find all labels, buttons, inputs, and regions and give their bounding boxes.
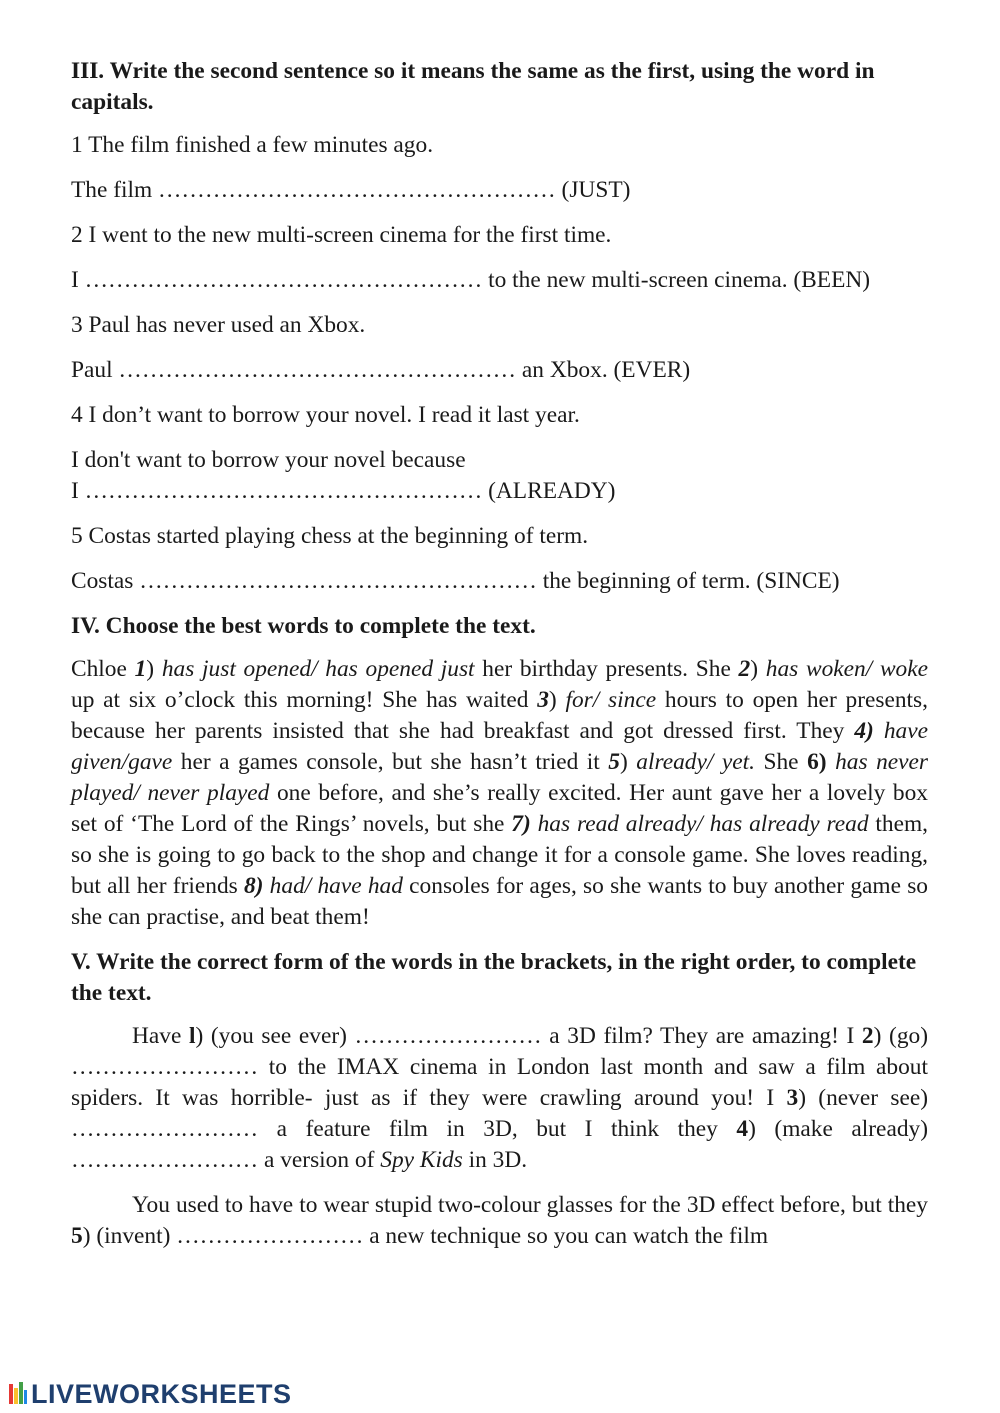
s5-p2-text-run: You used to have to wear stupid two-colour glasses for the 3D effect before, but they bbox=[132, 1192, 928, 1218]
s4-text-run: already/ yet. bbox=[636, 749, 755, 775]
s4-text-run: 6) bbox=[807, 749, 827, 775]
s5-p1-text-run: 3 bbox=[786, 1085, 799, 1111]
s5-p2-text-run: ) (invent) …………………… a new technique so you can watch the film bbox=[82, 1223, 769, 1249]
section-5-heading: V. Write the correct form of the words in the brackets, in the right order, to complete the text. bbox=[71, 949, 917, 1006]
s4-text-run: consoles for ages, so she wants to buy another game so she can practise, and beat them! bbox=[71, 873, 928, 930]
s4-text-run: has woken/ woke bbox=[765, 656, 929, 682]
s5-p1-text-run: ) (you see ever) …………………… a 3D film? They are amazing! I bbox=[195, 1023, 862, 1049]
section-4-heading: IV. Choose the best words to complete the text. bbox=[71, 613, 536, 639]
section-5-paragraph-2 bbox=[71, 1190, 928, 1252]
s3-item-5-prompt: 5 Costas started playing chess at the beginning of term. bbox=[71, 523, 589, 549]
s5-p1-text-run: ) (never see) …………………… a feature film in 3D, but I think they bbox=[71, 1085, 929, 1142]
s3-item-4-answer-line-2: I …………………………………………… (ALREADY) bbox=[71, 478, 616, 504]
s4-text-run: ) bbox=[750, 656, 766, 682]
s5-p1-text-run: 4 bbox=[736, 1116, 749, 1142]
section-5-paragraph-1 bbox=[71, 1021, 928, 1176]
s5-p1-text-run: Spy Kids bbox=[380, 1147, 463, 1173]
s4-text-run: 5 bbox=[608, 749, 620, 775]
s4-text-run: her birthday presents. She bbox=[474, 656, 739, 682]
liveworksheets-logo-icon bbox=[8, 1380, 28, 1408]
s3-item-3-answer: Paul …………………………………………… an Xbox. (EVER) bbox=[71, 357, 691, 383]
s4-text-run: 4) bbox=[854, 718, 874, 744]
s3-item-1-answer: The film …………………………………………… (JUST) bbox=[71, 177, 631, 203]
s3-item-3-prompt: 3 Paul has never used an Xbox. bbox=[71, 312, 366, 338]
s5-p1-text-run: Have bbox=[132, 1023, 189, 1049]
s4-text-run: hours to open her presents, because her parents insisted that she had breakfast and got dressed first. They bbox=[71, 687, 929, 744]
s5-p1-text-run: ) (make already) …………………… a version of bbox=[71, 1116, 929, 1173]
s4-text-run: had/ have had bbox=[263, 873, 403, 899]
s4-text-run: has never played/ never played bbox=[71, 749, 929, 806]
s5-p1-text-run: l bbox=[188, 1023, 196, 1049]
s4-text-run: them, so she is going to go back to the shop and change it for a console game. She loves reading, but all her friends bbox=[71, 811, 928, 899]
s4-text-run: ) bbox=[619, 749, 637, 775]
s4-text-run: has just opened/ has opened just bbox=[161, 656, 475, 682]
s3-item-4-answer-line-1: I don't want to borrow your novel because bbox=[71, 447, 466, 473]
s3-item-1-prompt: 1 The film finished a few minutes ago. bbox=[71, 132, 434, 158]
section-4-text bbox=[71, 654, 928, 933]
s5-p1-text-run: 2 bbox=[861, 1023, 874, 1049]
s4-text-run: have given/gave bbox=[71, 718, 928, 775]
s4-text-run: 3 bbox=[537, 687, 549, 713]
s4-text-run: 1 bbox=[134, 656, 147, 682]
s3-item-4-prompt: 4 I don’t want to borrow your novel. I read it last year. bbox=[71, 402, 580, 428]
s4-text-run: ) bbox=[548, 687, 566, 713]
s5-p2-text-run: 5 bbox=[71, 1223, 83, 1249]
s3-item-4-answer bbox=[71, 445, 928, 507]
s4-text-run: for/ since bbox=[565, 687, 657, 713]
s3-item-2-prompt: 2 I went to the new multi-screen cinema for the first time. bbox=[71, 222, 612, 248]
s5-p1-text-run: ) (go) …………………… to the IMAX cinema in London last month and saw a film about spiders. It was horrible- just as if they were crawling around you! I bbox=[71, 1023, 929, 1111]
s4-text-run: her a games console, but she hasn’t tried it bbox=[172, 749, 609, 775]
s4-text-run: Chloe bbox=[71, 656, 135, 682]
s3-item-2-answer: I …………………………………………… to the new multi-screen cinema. (BEEN) bbox=[71, 267, 871, 293]
worksheet-page bbox=[71, 56, 928, 1266]
s5-p1-text-run: in 3D. bbox=[462, 1147, 528, 1173]
s4-text-run: 7) bbox=[511, 811, 531, 837]
s4-text-run: She bbox=[754, 749, 808, 775]
s4-text-run: one before, and she’s really excited. Her aunt gave her a lovely box set of ‘The Lord of the Rings’ novels, but she bbox=[71, 780, 928, 837]
s3-item-5-answer: Costas …………………………………………… the beginning of term. (SINCE) bbox=[71, 568, 840, 594]
section-3-heading: III. Write the second sentence so it means the same as the first, using the word in capitals. bbox=[71, 58, 875, 115]
logo-text: LIVEWORKSHEETS bbox=[31, 1378, 292, 1409]
s4-text-run: has read already/ has already read bbox=[530, 811, 869, 837]
liveworksheets-logo bbox=[8, 1378, 292, 1410]
s4-text-run: ) bbox=[146, 656, 162, 682]
s4-text-run: up at six o’clock this morning! She has waited bbox=[71, 687, 538, 713]
s4-text-run: 2 bbox=[738, 656, 751, 682]
s4-text-run: 8) bbox=[243, 873, 264, 899]
